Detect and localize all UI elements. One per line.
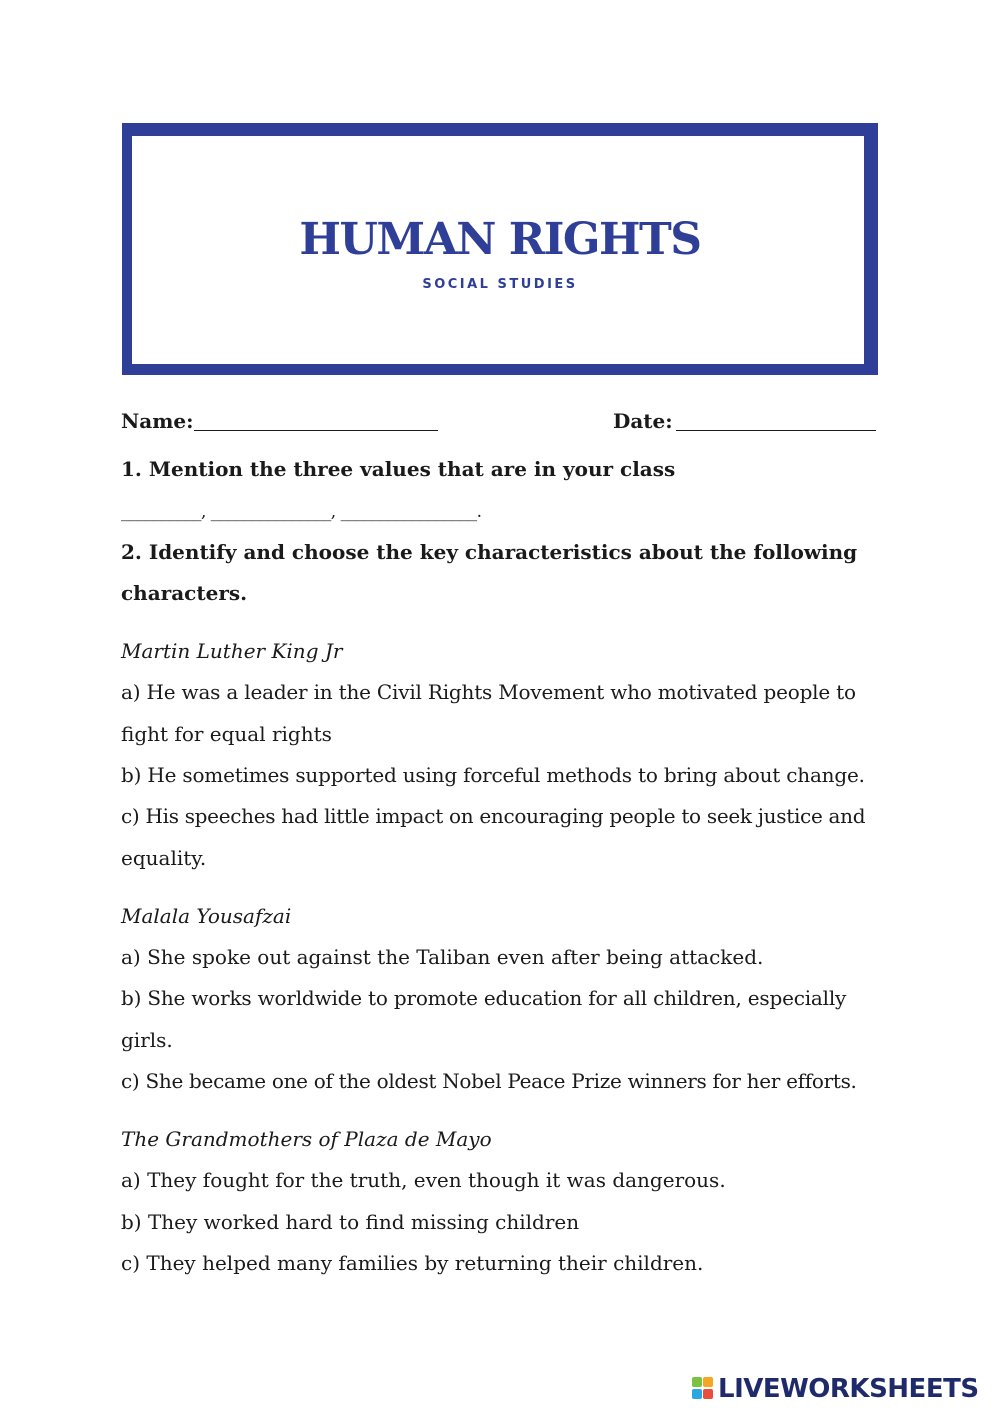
malala-option-b-line-2[interactable]: girls.	[121, 1028, 173, 1052]
liveworksheets-logo[interactable]	[692, 1374, 979, 1404]
character-name-grandmothers: The Grandmothers of Plaza de Mayo	[121, 1127, 492, 1151]
liveworksheets-logo-text: LIVEWORKSHEETS	[718, 1374, 979, 1404]
question-2-line-1: 2. Identify and choose the key characteristics about the following	[121, 540, 858, 564]
question-1-text: 1. Mention the three values that are in your class	[121, 457, 676, 481]
malala-option-c[interactable]: c) She became one of the oldest Nobel Peace Prize winners for her efforts.	[121, 1069, 857, 1093]
question-1-blanks[interactable]: __________, _______________, _________________.	[121, 502, 482, 522]
mlk-option-c-line-2[interactable]: equality.	[121, 846, 207, 870]
character-name-malala: Malala Yousafzai	[121, 904, 292, 928]
worksheet-title: HUMAN RIGHTS	[299, 214, 701, 265]
mlk-option-a-line-1[interactable]: a) He was a leader in the Civil Rights Movement who motivated people to	[121, 680, 856, 704]
date-field[interactable]	[676, 430, 876, 431]
name-field[interactable]	[194, 430, 438, 431]
grandmothers-option-b[interactable]: b) They worked hard to find missing children	[121, 1210, 580, 1234]
worksheet-subtitle: SOCIAL STUDIES	[422, 277, 578, 292]
character-name-mlk: Martin Luther King Jr	[121, 639, 343, 663]
grandmothers-option-c[interactable]: c) They helped many families by returning their children.	[121, 1251, 704, 1275]
question-2-line-2: characters.	[121, 581, 248, 605]
name-label: Name:	[121, 409, 194, 433]
date-label: Date:	[613, 409, 673, 433]
liveworksheets-logo-icon	[692, 1377, 714, 1401]
mlk-option-a-line-2[interactable]: fight for equal rights	[121, 722, 332, 746]
mlk-option-c-line-1[interactable]: c) His speeches had little impact on encouraging people to seek justice and	[121, 804, 866, 828]
mlk-option-b[interactable]: b) He sometimes supported using forceful methods to bring about change.	[121, 763, 865, 787]
malala-option-a[interactable]: a) She spoke out against the Taliban even after being attacked.	[121, 945, 764, 969]
malala-option-b-line-1[interactable]: b) She works worldwide to promote education for all children, especially	[121, 986, 847, 1010]
grandmothers-option-a[interactable]: a) They fought for the truth, even though it was dangerous.	[121, 1168, 726, 1192]
